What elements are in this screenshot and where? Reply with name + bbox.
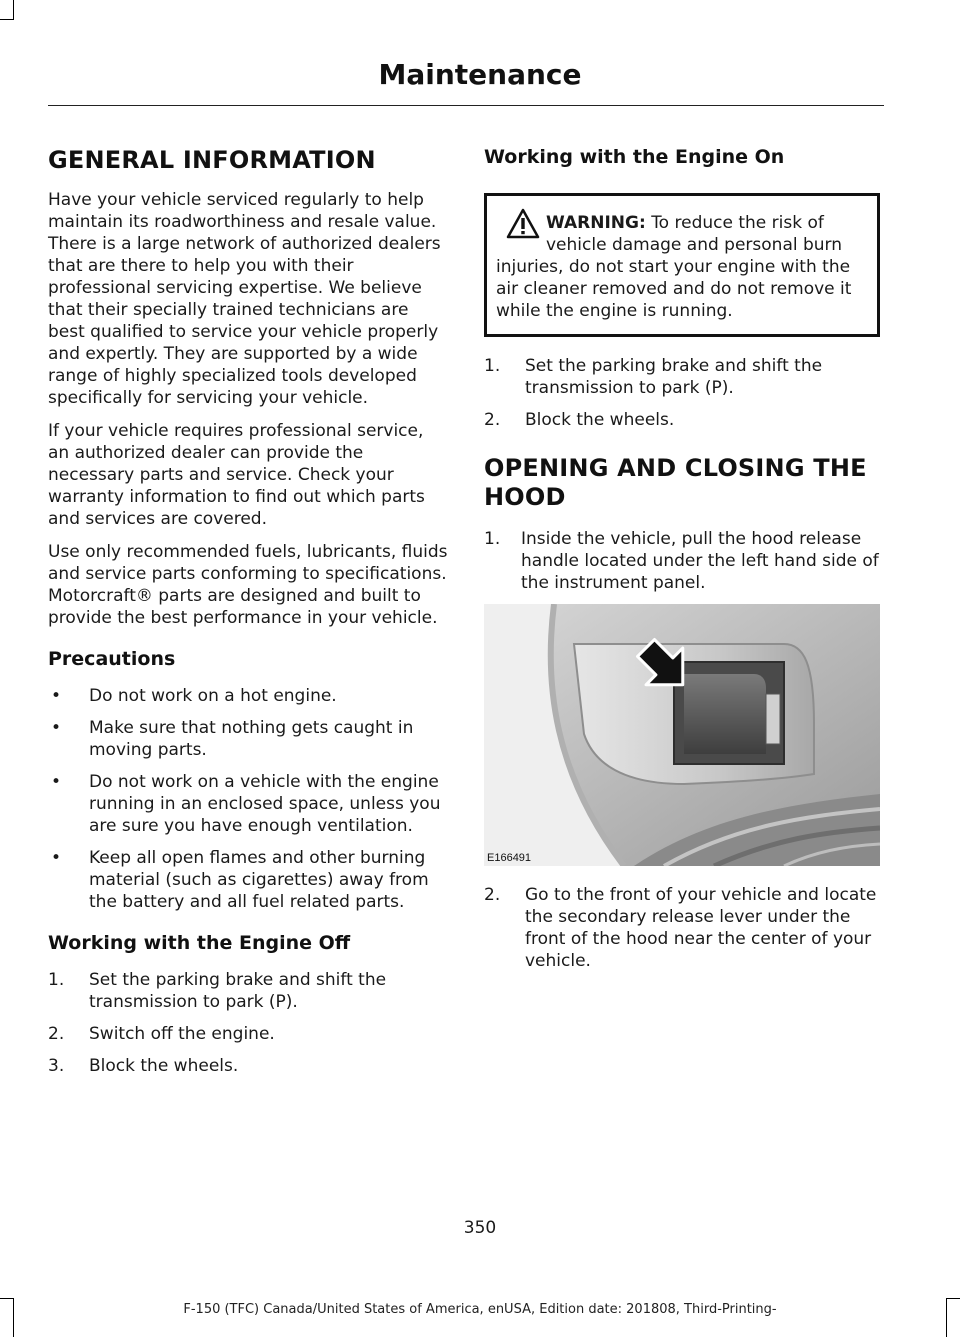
- warning-triangle-icon: [506, 208, 540, 240]
- step-text: Block the wheels.: [525, 410, 675, 430]
- hood-release-handle-drawing: [484, 604, 880, 866]
- warning-text: To reduce the risk of vehicle damage and personal burn injuries, do not start your engine with the air cleaner removed and do not remove it while the engine is running.: [496, 213, 852, 321]
- precautions-heading: Precautions: [48, 648, 176, 670]
- crop-mark: [0, 19, 14, 20]
- hood-steps-bottom: [484, 884, 880, 972]
- general-info-paragraph: Use only recommended fuels, lubricants, fluids and service parts conforming to specifications. Motorcraft® parts are designed and built to provide the best performance in your vehicle.: [48, 542, 448, 628]
- step-number: 2.: [48, 1024, 65, 1044]
- step-text: Go to the front of your vehicle and locate the secondary release lever under the front of the hood near the center of your vehicle.: [525, 885, 877, 971]
- list-item-text: Do not work on a hot engine.: [89, 686, 337, 706]
- step-number: 2.: [484, 410, 501, 430]
- left-column: [48, 145, 448, 1090]
- bullet-marker: •: [51, 848, 62, 868]
- engine-off-heading: Working with the Engine Off: [48, 932, 351, 954]
- hood-heading-line: OPENING AND CLOSING THE: [484, 454, 867, 482]
- general-info-paragraph: If your vehicle requires professional service, an authorized dealer can provide the necessary parts and service. Check your warranty information to find out which parts and services are covered.: [48, 421, 425, 529]
- list-item: [484, 884, 880, 972]
- crop-mark: [0, 1298, 14, 1299]
- warning-label: WARNING:: [546, 213, 646, 233]
- list-item: [48, 847, 448, 913]
- bullet-marker: •: [51, 718, 62, 738]
- bullet-marker: •: [51, 772, 62, 792]
- hood-heading: [484, 453, 880, 512]
- header-divider: [48, 105, 884, 106]
- list-item: [48, 771, 448, 837]
- figure-id: E166491: [487, 852, 532, 864]
- right-column: [484, 145, 880, 985]
- hood-heading-line: HOOD: [484, 483, 566, 511]
- engine-on-heading: Working with the Engine On: [484, 146, 785, 168]
- list-item-text: Make sure that nothing gets caught in moving parts.: [89, 718, 414, 760]
- step-number: 2.: [484, 885, 501, 905]
- list-item: [48, 969, 448, 1013]
- crop-mark: [946, 1298, 960, 1299]
- step-number: 1.: [48, 970, 65, 990]
- page-header-title: Maintenance: [378, 58, 582, 91]
- list-item: [48, 685, 448, 707]
- bullet-marker: •: [51, 686, 62, 706]
- precautions-list: [48, 685, 448, 913]
- step-text: Set the parking brake and shift the transmission to park (P).: [525, 356, 823, 398]
- crop-mark: [13, 0, 14, 20]
- step-text: Inside the vehicle, pull the hood release handle located under the left hand side of the instrument panel.: [521, 529, 879, 593]
- page-footer: F-150 (TFC) Canada/United States of America, enUSA, Edition date: 201808, Third-Printing-: [183, 1302, 777, 1317]
- list-item: [48, 717, 448, 761]
- list-item: [484, 355, 880, 399]
- general-information-heading: GENERAL INFORMATION: [48, 146, 376, 174]
- step-number: 3.: [48, 1056, 65, 1076]
- engine-off-steps: [48, 969, 448, 1077]
- list-item-text: Do not work on a vehicle with the engine running in an enclosed space, unless you are sure you have enough ventilation.: [89, 772, 441, 836]
- list-item-text: Keep all open flames and other burning material (such as cigarettes) away from the battery and all fuel related parts.: [89, 848, 429, 912]
- general-info-paragraph: Have your vehicle serviced regularly to help maintain its roadworthiness and resale value. There is a large network of authorized dealers that are there to help you with their professional servicing expertise. We believe that their specially trained technicians are best qualified to service your vehicle properly and expertly. They are supported by a wide range of highly specialized tools developed specifically for servicing your vehicle.: [48, 190, 441, 408]
- step-text: Block the wheels.: [89, 1056, 239, 1076]
- hood-steps-top: [484, 528, 880, 594]
- page-number: 350: [463, 1218, 497, 1238]
- engine-on-steps: [484, 355, 880, 431]
- step-text: Set the parking brake and shift the transmission to park (P).: [89, 970, 387, 1012]
- warning-box: [484, 193, 880, 337]
- step-text: Switch off the engine.: [89, 1024, 275, 1044]
- hood-release-illustration: [484, 604, 880, 866]
- list-item: [484, 528, 880, 594]
- list-item: [484, 409, 880, 431]
- step-number: 1.: [484, 529, 501, 549]
- step-number: 1.: [484, 356, 501, 376]
- list-item: [48, 1023, 448, 1045]
- list-item: [48, 1055, 448, 1077]
